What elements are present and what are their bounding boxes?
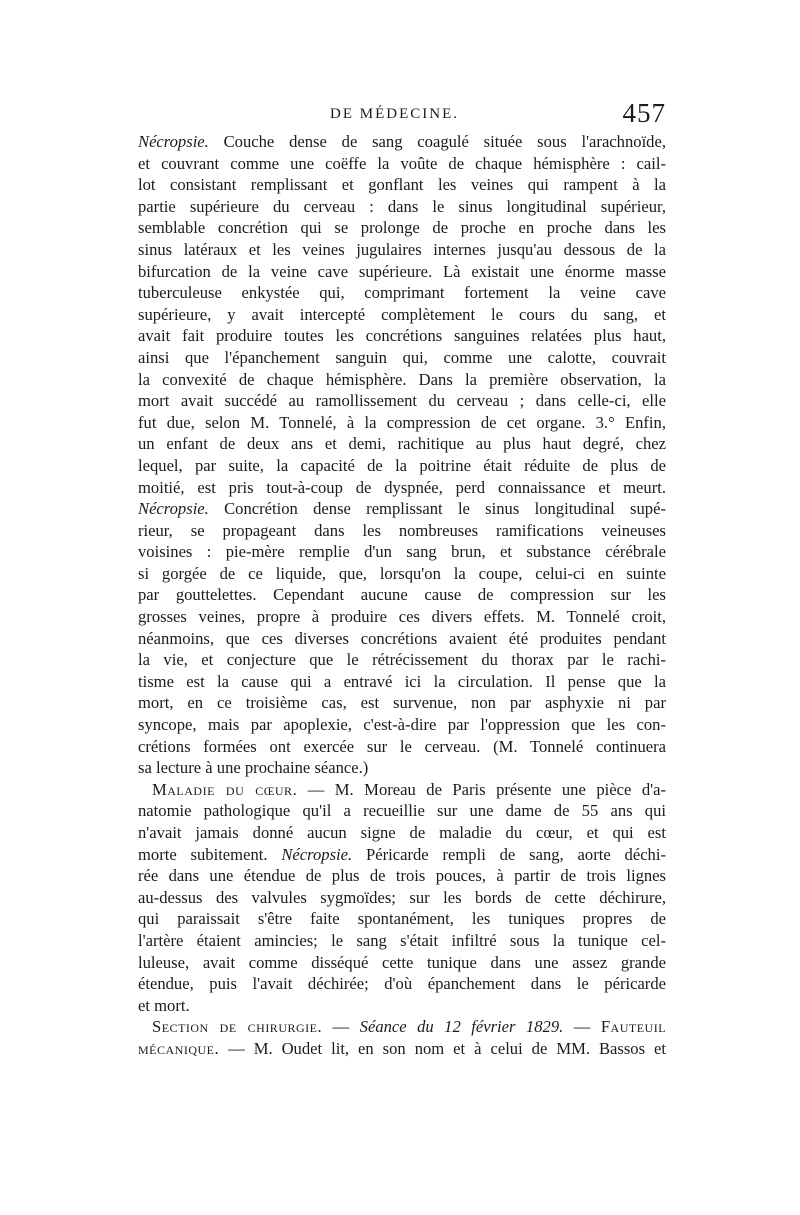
text-line: supérieure, y avait intercepté complètement le cours du sang, et bbox=[138, 304, 666, 324]
text-line: rée dans une étendue de plus de trois pouces, à partir de trois lignes bbox=[138, 866, 666, 886]
text-line: sinus latéraux et les veines jugulaires internes jusqu'au dessous de la bbox=[138, 239, 666, 259]
text-line: semblable concrétion qui se prolonge de proche en proche dans les bbox=[138, 218, 666, 238]
small-caps-text: Fauteuil bbox=[600, 1017, 667, 1037]
text-line bbox=[138, 779, 666, 801]
text-line: et mort. bbox=[138, 995, 190, 1015]
page-header bbox=[138, 100, 666, 132]
text-run: Concrétion dense remplissant le sinus longitudinal supé- bbox=[208, 499, 666, 519]
text-line: si gorgée de ce liquide, que, lorsqu'on la coupe, celui-ci en suinte bbox=[138, 563, 666, 583]
text-run: — M. Oudet lit, en son nom et à celui de MM. Bassos et bbox=[219, 1038, 666, 1058]
text-line: bifurcation de la veine cave supérieure. Là existait une énorme masse bbox=[138, 261, 666, 281]
text-line: un enfant de deux ans et demi, rachitique au plus haut degré, chez bbox=[138, 434, 666, 454]
text-run: — M. Moreau de Paris présente une pièce d'a- bbox=[297, 779, 666, 799]
text-line: mort avait succédé au ramollissement du cerveau ; dans celle-ci, elle bbox=[138, 391, 666, 411]
text-line: étendue, puis l'avait déchirée; d'où épanchement dans le péricarde bbox=[138, 974, 666, 994]
text-run: morte subitement. bbox=[138, 844, 282, 864]
text-line: tisme est la cause qui a entravé ici la circulation. Il pense que la bbox=[138, 671, 666, 691]
running-title: DE MÉDECINE. bbox=[330, 106, 459, 122]
text-line: lequel, par suite, la capacité de la poitrine était réduite de plus de bbox=[138, 455, 666, 475]
text-line: au-dessus des valvules sygmoïdes; sur les bords de cette déchirure, bbox=[138, 887, 666, 907]
text-line: qui paraissait s'être faite spontanément, les tuniques propres de bbox=[138, 909, 666, 929]
text-line: ainsi que l'épanchement sanguin qui, comme une calotte, couvrait bbox=[138, 347, 666, 367]
text-run: — bbox=[322, 1017, 360, 1037]
small-caps-text: Section de chirurgie. bbox=[152, 1017, 323, 1037]
text-line: par gouttelettes. Cependant aucune cause de compression sur les bbox=[138, 585, 666, 605]
small-caps-text: Maladie du cœur. bbox=[152, 779, 298, 799]
italic-text: Nécropsie. bbox=[281, 844, 353, 864]
text-line: syncope, mais par apoplexie, c'est-à-dire par l'oppression que les con- bbox=[138, 715, 666, 735]
text-line: mort, en ce troisième cas, est survenue, non par asphyxie ni par bbox=[138, 693, 666, 713]
text-line: et couvrant comme une coëffe la voûte de chaque hémisphère : cail- bbox=[138, 153, 666, 173]
text-line: l'artère étaient amincies; le sang s'était infiltré sous la tunique cel- bbox=[138, 930, 666, 950]
text-line: lot consistant remplissant et gonflant les veines qui rampent à la bbox=[138, 175, 666, 195]
text-line: néanmoins, que ces diverses concrétions avaient été produites pendant bbox=[138, 628, 666, 648]
text-line: natomie pathologique qu'il a recueillie sur une dame de 55 ans qui bbox=[138, 801, 666, 821]
text-line: rieur, se propageant dans les nombreuses ramifications veineuses bbox=[138, 520, 666, 540]
italic-text: Nécropsie. bbox=[138, 132, 209, 151]
text-run: Couche dense de sang coagulé située sous l'arachnoïde, bbox=[208, 132, 666, 151]
text-line bbox=[138, 1016, 666, 1038]
small-caps-text: mécanique. bbox=[138, 1038, 220, 1058]
text-run: Péricarde rempli de sang, aorte déchi- bbox=[352, 844, 666, 864]
text-line bbox=[138, 1038, 666, 1060]
text-line: avait fait produire toutes les concrétions sanguines relatées plus haut, bbox=[138, 326, 666, 346]
text-line: luleuse, avait comme disséqué cette tunique dans une assez grande bbox=[138, 952, 666, 972]
text-line: partie supérieure du cerveau : dans le sinus longitudinal supérieur, bbox=[138, 196, 666, 216]
text-line bbox=[138, 131, 666, 153]
text-line: n'avait jamais donné aucun signe de maladie du cœur, et qui est bbox=[138, 823, 666, 842]
text-line: voisines : pie-mère remplie d'un sang brun, et substance cérébrale bbox=[138, 542, 666, 562]
text-line: moitié, est pris tout-à-coup de dyspnée, perd connaissance et meurt. bbox=[138, 477, 666, 497]
text-line: crétions formées ont exercée sur le cerveau. (M. Tonnelé continuera bbox=[138, 736, 666, 756]
text-line: sa lecture à une prochaine séance.) bbox=[138, 758, 369, 778]
text-line: la convexité de chaque hémisphère. Dans la première observation, la bbox=[138, 369, 666, 389]
text-line: la vie, et conjecture que le rétrécissement du thorax par le rachi- bbox=[138, 650, 666, 670]
text-line bbox=[138, 844, 666, 866]
italic-text: Séance du 12 février 1829. bbox=[359, 1017, 564, 1037]
body-text bbox=[138, 131, 666, 1060]
text-line: fut due, selon M. Tonnelé, à la compression de cet organe. 3.° Enfin, bbox=[138, 412, 666, 432]
page-number: 457 bbox=[622, 98, 666, 128]
italic-text: Nécropsie. bbox=[138, 499, 209, 519]
text-run: — bbox=[563, 1017, 601, 1037]
text-line: grosses veines, propre à produire ces divers effets. M. Tonnelé croit, bbox=[138, 607, 666, 627]
text-line: tuberculeuse enkystée qui, comprimant fortement la veine cave bbox=[138, 283, 666, 303]
text-line bbox=[138, 498, 666, 520]
